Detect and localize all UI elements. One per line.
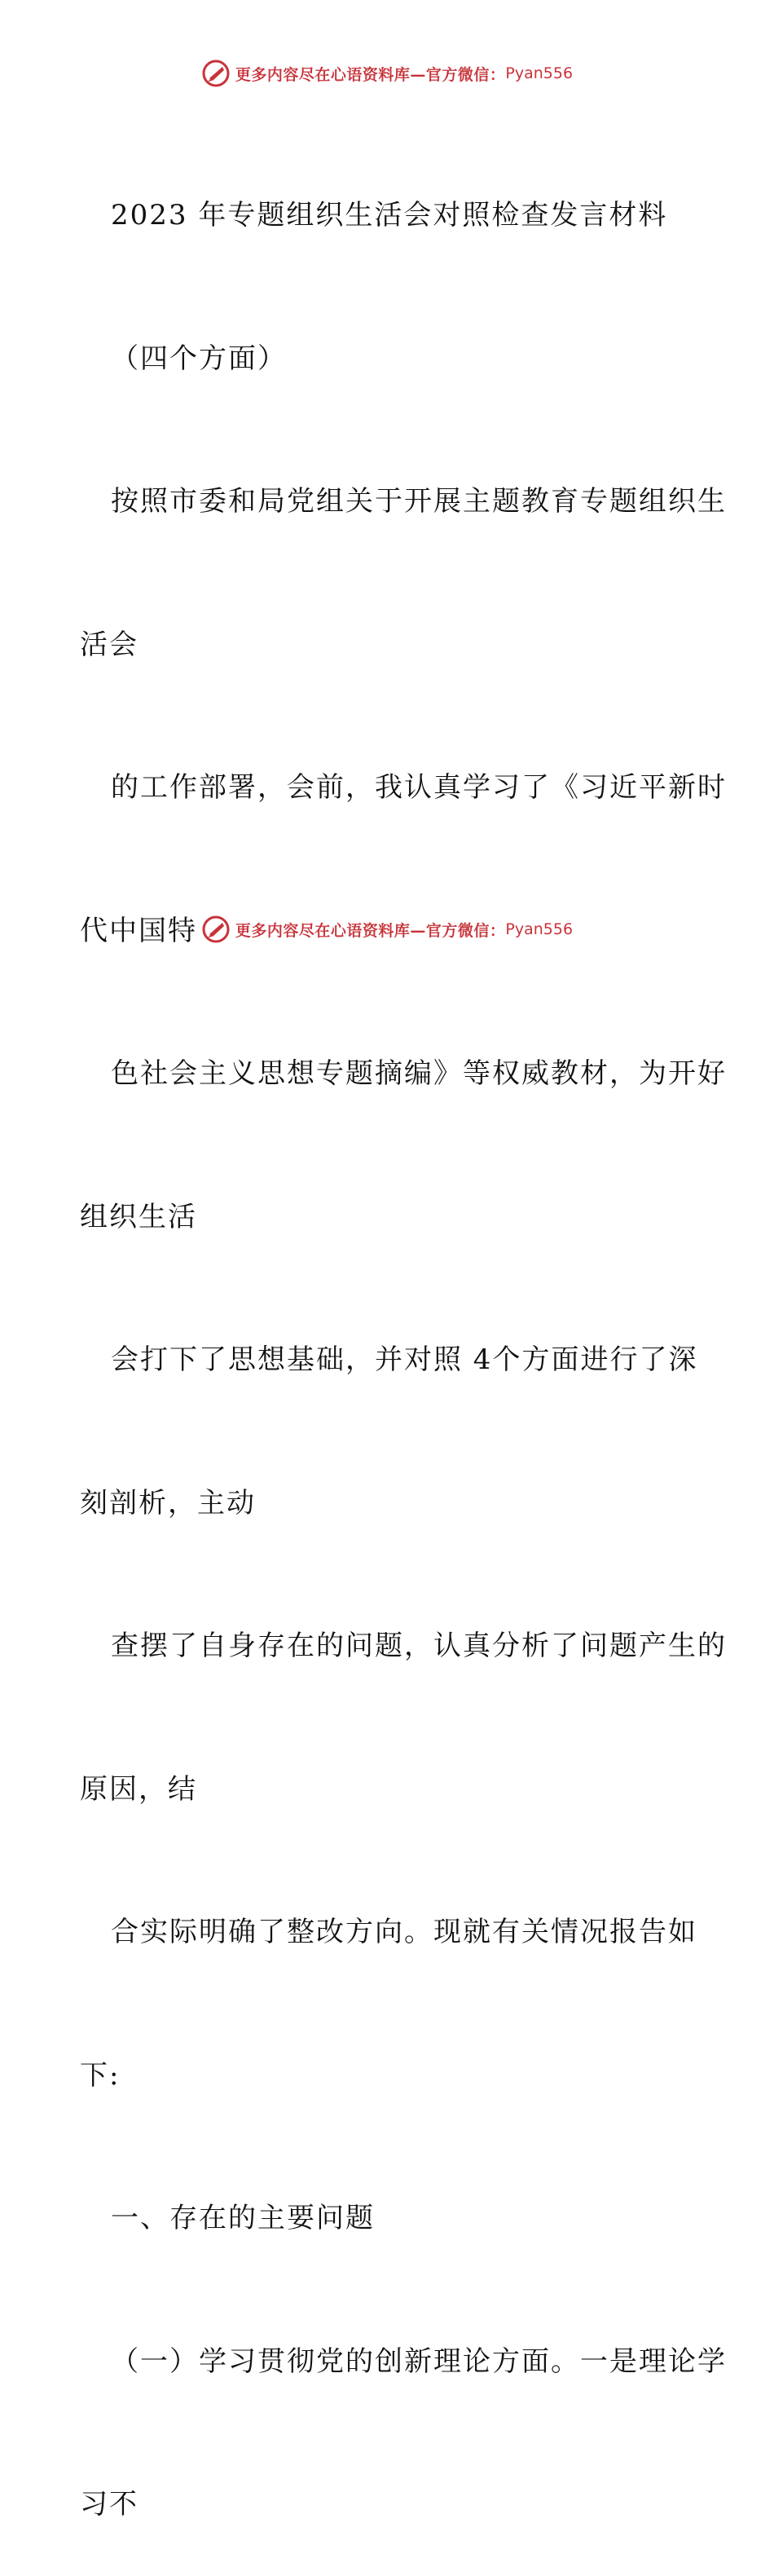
paragraph-line: 刻剖析，主动 bbox=[80, 1486, 256, 1520]
paragraph-line: 色社会主义思想专题摘编》等权威教材，为开好 bbox=[111, 1057, 727, 1090]
paragraph-line: 查摆了自身存在的问题，认真分析了问题产生的 bbox=[111, 1630, 727, 1662]
paragraph-line: 组织生活 bbox=[80, 1200, 197, 1233]
watermark-logo-icon bbox=[201, 915, 231, 944]
paragraph-line: 合实际明确了整改方向。现就有关情况报告如 bbox=[111, 1916, 697, 1948]
watermark-footer bbox=[0, 911, 774, 947]
document-body bbox=[80, 96, 727, 2576]
paragraph-line: 习不 bbox=[80, 2488, 139, 2521]
paragraph-line: 活会 bbox=[80, 628, 139, 661]
document-subtitle: （四个方面） bbox=[111, 342, 287, 375]
paragraph-line: 原因，结 bbox=[80, 1772, 197, 1806]
watermark-handle: Pyan556 bbox=[505, 920, 574, 938]
section-heading: 一、存在的主要问题 bbox=[111, 2202, 375, 2234]
document-title: 2023 年专题组织生活会对照检查发言材料 bbox=[111, 199, 668, 232]
watermark-text: 更多内容尽在心语资料库—官方微信： bbox=[235, 65, 506, 84]
watermark-logo-icon bbox=[201, 59, 231, 88]
paragraph-line: 代中国特 bbox=[80, 914, 197, 947]
paragraph-line: 会打下了思想基础，并对照 4个方面进行了深 bbox=[111, 1343, 698, 1376]
paragraph-line: 下: bbox=[80, 2058, 121, 2092]
subsection-line: （一）学习贯彻党的创新理论方面。一是理论学 bbox=[111, 2344, 727, 2378]
paragraph-line: 按照市委和局党组关于开展主题教育专题组织生 bbox=[111, 485, 727, 518]
watermark-handle: Pyan556 bbox=[505, 64, 574, 82]
paragraph-line: 的工作部署，会前，我认真学习了《习近平新时 bbox=[111, 771, 727, 804]
watermark-header bbox=[0, 55, 774, 91]
watermark-text: 更多内容尽在心语资料库—官方微信： bbox=[235, 921, 506, 940]
